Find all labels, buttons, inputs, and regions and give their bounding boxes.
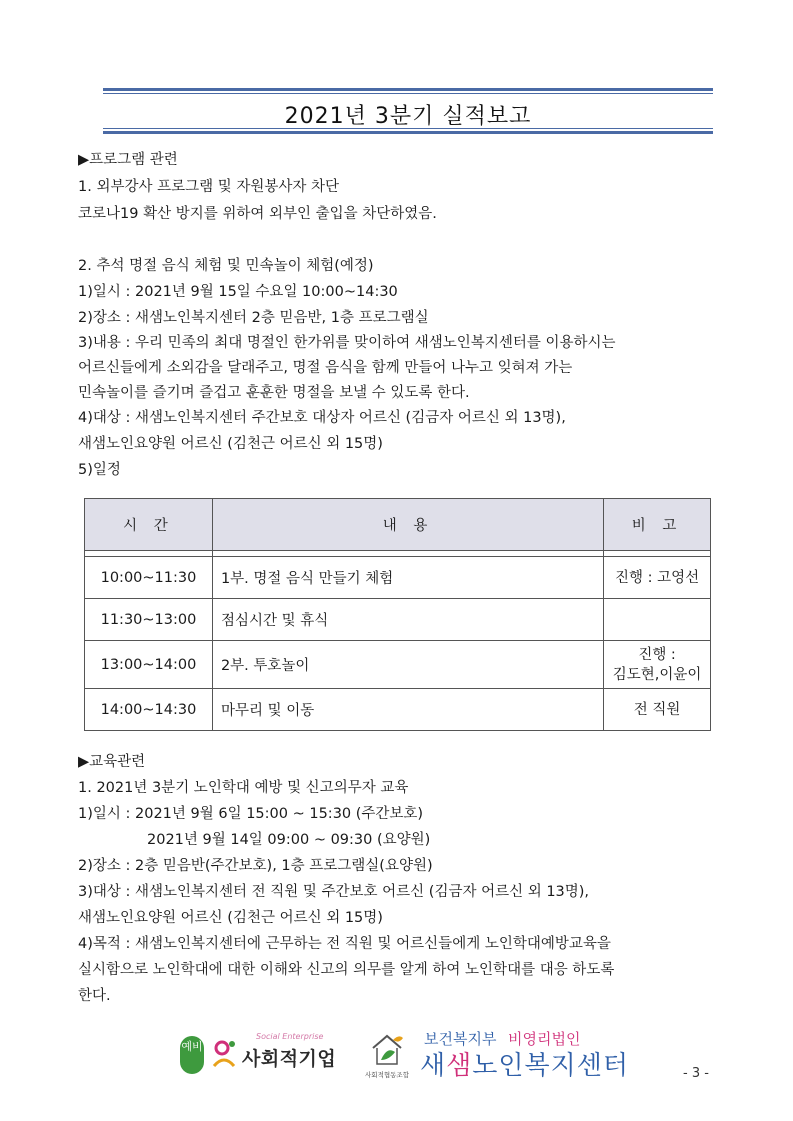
table-row — [85, 689, 711, 731]
row-note: 진행 : 고영선 — [604, 557, 711, 599]
organization-name — [420, 1045, 629, 1082]
org-name-part2: 샘 — [446, 1051, 473, 1081]
program-item1-title: 1. 외부강사 프로그램 및 자원봉사자 차단 — [78, 179, 339, 195]
program-content-line3: 민속놀이를 즐기며 즐겁고 훈훈한 명절을 보낼 수 있도록 한다. — [78, 385, 470, 401]
org-name-part3: 노인복지센터 — [472, 1051, 629, 1081]
title-rule-bottom — [103, 128, 713, 129]
social-enterprise-ko: 사회적기업 — [242, 1048, 337, 1070]
house-leaf-icon — [367, 1030, 407, 1068]
row-content: 1부. 명절 음식 만들기 체험 — [212, 557, 603, 599]
program-schedule-label: 5)일정 — [78, 462, 121, 478]
education-purpose-line2: 실시함으로 노인학대에 대한 이해와 신고의 의무를 알게 하여 노인학대를 대응 하도록 — [78, 962, 615, 978]
table-row — [85, 557, 711, 599]
table-row — [85, 599, 711, 641]
education-item1-title: 1. 2021년 3분기 노인학대 예방 및 신고의무자 교육 — [78, 780, 409, 796]
swirl-icon — [208, 1036, 240, 1074]
social-enterprise-logo — [180, 1032, 340, 1080]
organization-logo — [420, 1028, 634, 1084]
preliminary-badge: 예비 — [180, 1036, 204, 1074]
header-note: 비 고 — [604, 499, 711, 551]
row-time: 13:00~14:00 — [85, 641, 213, 689]
row-note — [604, 641, 711, 689]
org-name-part1: 새 — [420, 1051, 447, 1081]
program-item2-title: 2. 추석 명절 음식 체험 및 민속놀이 체험(예정) — [78, 258, 374, 274]
row-time: 11:30~13:00 — [85, 599, 213, 641]
program-content-line1: 3)내용 : 우리 민족의 최대 명절인 한가위를 맞이하여 새샘노인복지센터를 이용하시는 — [78, 335, 616, 351]
page-number: - 3 - — [683, 1066, 709, 1081]
header-content: 내 용 — [212, 499, 603, 551]
program-content-line2: 어르신들에게 소외감을 달래주고, 명절 음식을 함께 만들어 나누고 잊혀져 가는 — [78, 360, 573, 376]
page-title: 2021년 3분기 실적보고 — [284, 104, 532, 129]
row-note: 전 직원 — [604, 689, 711, 731]
education-date-line1: 1)일시 : 2021년 9월 6일 15:00 ~ 15:30 (주간보호) — [78, 806, 424, 822]
row-content: 마무리 및 이동 — [212, 689, 603, 731]
title-rule-top — [103, 93, 713, 94]
header-time: 시 간 — [85, 499, 213, 551]
row-content: 점심시간 및 휴식 — [212, 599, 603, 641]
social-coop-ko: 사회적협동조합 — [365, 1071, 409, 1079]
program-date: 1)일시 : 2021년 9월 15일 수요일 10:00~14:30 — [78, 284, 398, 300]
program-target-line2: 새샘노인요양원 어르신 (김천근 어르신 외 15명) — [78, 436, 383, 452]
education-purpose-line1: 4)목적 : 새샘노인복지센터에 근무하는 전 직원 및 어르신들에게 노인학대예방교육을 — [78, 936, 611, 952]
social-enterprise-en: Social Enterprise — [256, 1032, 324, 1041]
education-heading: ▶교육관련 — [78, 754, 146, 770]
program-item1-body: 코로나19 확산 방지를 위하여 외부인 출입을 차단하였음. — [78, 206, 437, 222]
row-content: 2부. 투호놀이 — [212, 641, 603, 689]
ministry-label: 보건복지부 — [424, 1030, 497, 1048]
program-place: 2)장소 : 새샘노인복지센터 2층 믿음반, 1층 프로그램실 — [78, 310, 429, 326]
nonprofit-label: 비영리법인 — [508, 1030, 581, 1048]
row-time: 10:00~11:30 — [85, 557, 213, 599]
social-coop-logo — [358, 1030, 416, 1082]
schedule-table — [84, 498, 711, 731]
program-target-line1: 4)대상 : 새샘노인복지센터 주간보호 대상자 어르신 (김금자 어르신 외 13명), — [78, 410, 566, 426]
schedule-header-row — [85, 499, 711, 551]
education-place: 2)장소 : 2층 믿음반(주간보호), 1층 프로그램실(요양원) — [78, 858, 433, 874]
education-date-line2: 2021년 9월 14일 09:00 ~ 09:30 (요양원) — [147, 832, 431, 848]
row-time: 14:00~14:30 — [85, 689, 213, 731]
title-band — [103, 88, 713, 134]
row-note-line1: 진행 : — [638, 646, 676, 663]
education-target-line1: 3)대상 : 새샘노인복지센터 전 직원 및 주간보호 어르신 (김금자 어르신 외 13명), — [78, 884, 590, 900]
row-note-line2: 김도현,이윤이 — [612, 666, 702, 683]
table-row — [85, 641, 711, 689]
footer — [0, 1028, 793, 1088]
program-heading: ▶프로그램 관련 — [78, 152, 178, 168]
education-purpose-line3: 한다. — [78, 988, 111, 1004]
education-target-line2: 새샘노인요양원 어르신 (김천근 어르신 외 15명) — [78, 910, 383, 926]
row-note — [604, 599, 711, 641]
